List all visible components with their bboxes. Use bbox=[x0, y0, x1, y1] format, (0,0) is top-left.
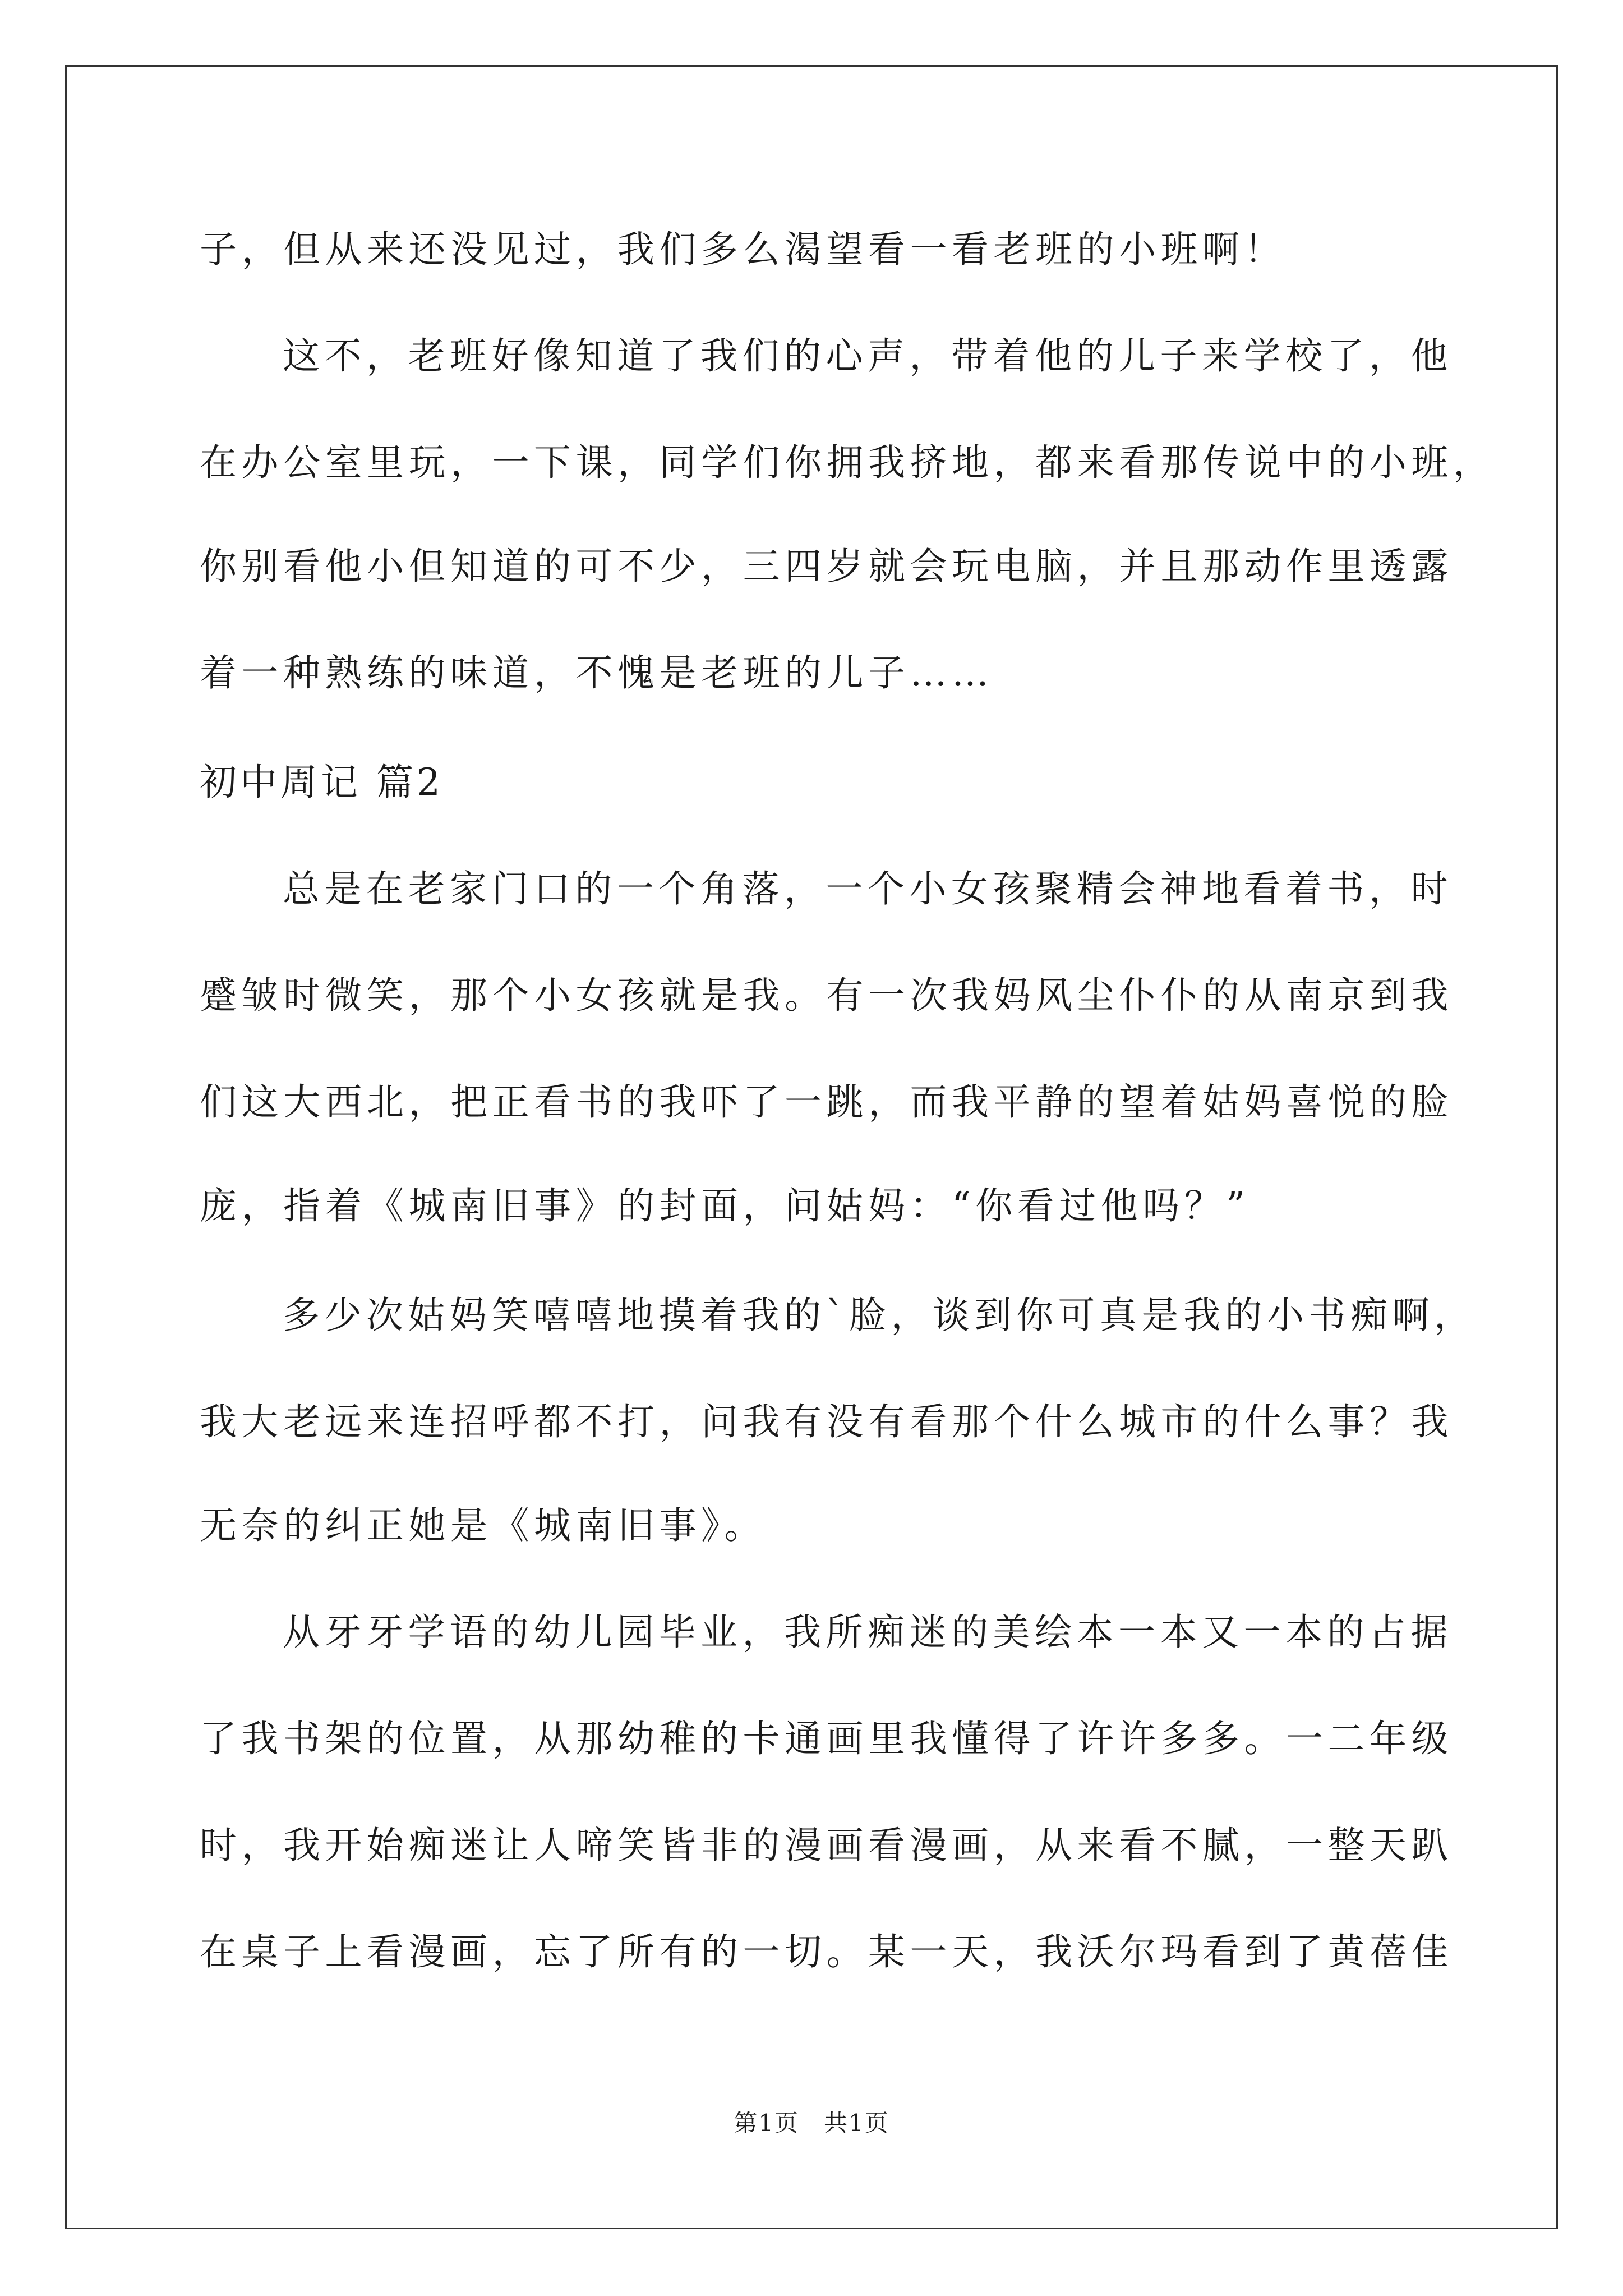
text-line: 你别看他小但知道的可不少，三四岁就会玩电脑，并且那动作里透露 bbox=[200, 545, 1453, 588]
text-line: 从牙牙学语的幼儿园毕业，我所痴迷的美绘本一本又一本的占据 bbox=[283, 1611, 1453, 1654]
text-line: 在桌子上看漫画，忘了所有的一切。某一天，我沃尔玛看到了黄蓓佳 bbox=[200, 1930, 1453, 1973]
section-heading: 初中周记 篇2 bbox=[200, 761, 444, 804]
text-line: 们这大西北，把正看书的我吓了一跳，而我平静的望着姑妈喜悦的脸 bbox=[200, 1080, 1453, 1124]
text-line: 时，我开始痴迷让人啼笑皆非的漫画看漫画，从来看不腻，一整天趴 bbox=[200, 1824, 1453, 1867]
text-line: 着一种熟练的味道，不愧是老班的儿子…… bbox=[200, 651, 994, 694]
page-border bbox=[65, 65, 1558, 2229]
text-line: 无奈的纠正她是《城南旧事》。 bbox=[200, 1504, 766, 1547]
text-line: 在办公室里玩，一下课，同学们你拥我挤地，都来看那传说中的小班， bbox=[200, 441, 1495, 484]
text-line: 总是在老家门口的一个角落，一个小女孩聚精会神地看着书，时 bbox=[283, 867, 1453, 910]
text-line: 了我书架的位置，从那幼稚的卡通画里我懂得了许许多多。一二年级 bbox=[200, 1717, 1453, 1760]
text-line: 这不，老班好像知道了我们的心声，带着他的儿子来学校了，他 bbox=[283, 334, 1453, 378]
text-line: 蹙皱时微笑，那个小女孩就是我。有一次我妈风尘仆仆的从南京到我 bbox=[200, 974, 1453, 1017]
text-line: 多少次姑妈笑嘻嘻地摸着我的`脸，谈到你可真是我的小书痴啊， bbox=[283, 1294, 1476, 1337]
text-line: 子，但从来还没见过，我们多么渴望看一看老班的小班啊！ bbox=[200, 228, 1286, 271]
text-line: 庞，指着《城南旧事》的封面，问姑妈：“你看过他吗？” bbox=[200, 1184, 1250, 1227]
text-line: 我大老远来连招呼都不打，问我有没有看那个什么城市的什么事？我 bbox=[200, 1400, 1453, 1443]
page-footer: 第1页 共1页 bbox=[734, 2109, 889, 2137]
